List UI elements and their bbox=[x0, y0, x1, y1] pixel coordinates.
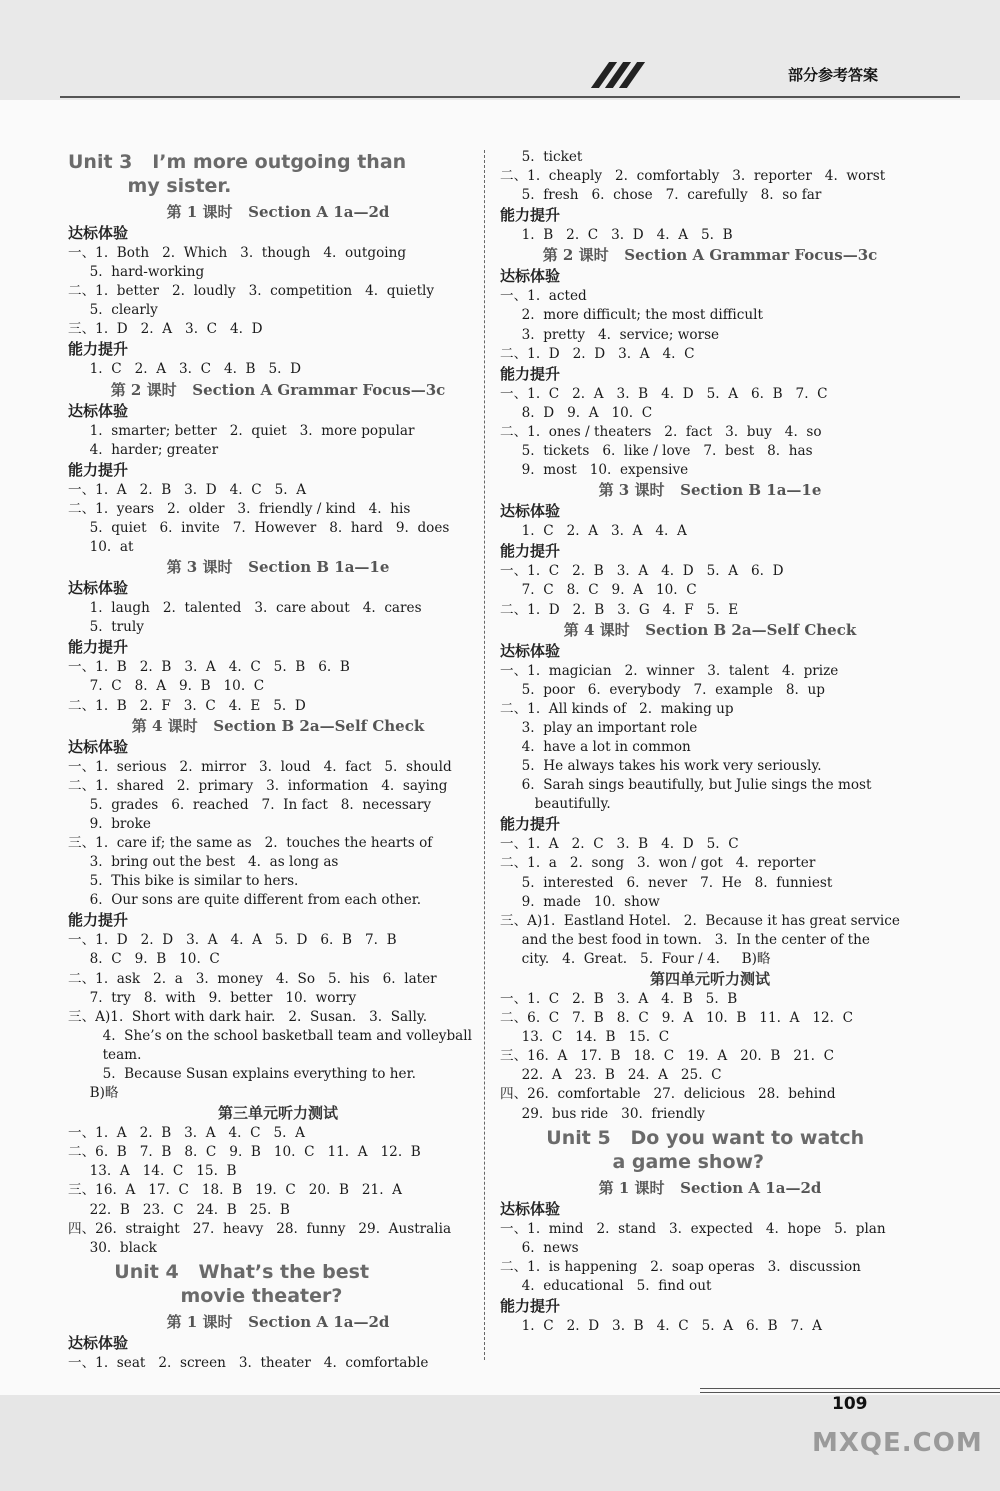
section-label: 能力提升 bbox=[500, 206, 561, 225]
answer-line: 二、1. D 2. B 3. G 4. F 5. E bbox=[500, 601, 739, 618]
section-label: 达标体验 bbox=[500, 1199, 561, 1218]
footer-rule bbox=[700, 1388, 1000, 1389]
answer-line: 5. fresh 6. chose 7. carefully 8. so far bbox=[500, 187, 822, 204]
lesson-heading: 第 3 课时 Section B 1a—1e bbox=[166, 558, 390, 577]
answer-line: and the best food in town. 3. In the center of the bbox=[500, 931, 870, 948]
answer-line: 二、1. ones / theaters 2. fact 3. buy 4. so bbox=[500, 423, 822, 440]
lesson-heading: 第 2 课时 Section A Grammar Focus—3c bbox=[542, 246, 878, 265]
unit-title-line: Unit 3 I’m more outgoing than bbox=[68, 151, 407, 173]
answer-line: 一、1. A 2. B 3. D 4. C 5. A bbox=[68, 481, 307, 498]
answer-line: 29. bus ride 30. friendly bbox=[500, 1105, 705, 1122]
answer-line: 3. pretty 4. service; worse bbox=[500, 326, 720, 343]
answer-line: 13. C 14. B 15. C bbox=[500, 1029, 670, 1046]
answer-line: 9. broke bbox=[68, 815, 151, 832]
answer-line: 三、A)1. Short with dark hair. 2. Susan. 3. Sally. bbox=[68, 1008, 428, 1025]
lesson-heading: 第 1 课时 Section A 1a—2d bbox=[166, 1312, 390, 1331]
answer-line: 二、6. C 7. B 8. C 9. A 10. B 11. A 12. C bbox=[500, 1010, 854, 1027]
site-watermark: MXQE.COM bbox=[812, 1428, 983, 1458]
answer-line: 13. A 14. C 15. B bbox=[68, 1163, 237, 1180]
answer-line: 二、1. B 2. F 3. C 4. E 5. D bbox=[68, 697, 306, 714]
answer-line: 一、1. Both 2. Which 3. though 4. outgoing bbox=[68, 245, 407, 261]
answer-line: 一、1. D 2. D 3. A 4. A 5. D 6. B 7. B bbox=[68, 932, 397, 949]
section-label: 能力提升 bbox=[500, 542, 561, 561]
answer-line: 9. most 10. expensive bbox=[500, 462, 689, 479]
answer-line: 一、1. magician 2. winner 3. talent 4. prize bbox=[500, 662, 839, 679]
answer-line: 2. more difficult; the most difficult bbox=[500, 307, 763, 324]
answer-line: 4. have a lot in common bbox=[500, 738, 691, 755]
unit-title-line: Unit 5 Do you want to watch bbox=[500, 1126, 865, 1149]
section-label: 达标体验 bbox=[500, 641, 561, 660]
answer-line: 5. truly bbox=[68, 619, 144, 636]
answer-line: team. bbox=[68, 1046, 142, 1063]
lesson-heading: 第 1 课时 Section A 1a—2d bbox=[598, 1178, 822, 1197]
answer-line: 4. harder; greater bbox=[68, 441, 219, 458]
lesson-heading: 第 1 课时 Section A 1a—2d bbox=[166, 203, 390, 221]
lesson-heading: 第 4 课时 Section B 2a—Self Check bbox=[563, 620, 857, 639]
answer-line: 三、1. care if; the same as 2. touches the hearts of bbox=[68, 834, 433, 851]
answer-line: 二、1. a 2. song 3. won / got 4. reporter bbox=[500, 855, 816, 872]
answer-line: 3. bring out the best 4. as long as bbox=[68, 854, 339, 871]
lesson-heading: 第 4 课时 Section B 2a—Self Check bbox=[131, 716, 425, 735]
section-label: 能力提升 bbox=[500, 815, 561, 834]
answer-line: 1. C 2. D 3. B 4. C 5. A 6. B 7. A bbox=[500, 1318, 822, 1335]
answer-line: 8. D 9. A 10. C bbox=[500, 404, 653, 421]
section-label: 达标体验 bbox=[500, 267, 561, 286]
answer-line: 5. hard-working bbox=[68, 264, 205, 281]
answer-line: 5. ticket bbox=[500, 149, 583, 165]
page-number: 109 bbox=[832, 1394, 868, 1414]
section-label: 达标体验 bbox=[68, 1333, 129, 1352]
section-label: 能力提升 bbox=[68, 460, 129, 479]
answer-line: 一、1. C 2. A 3. B 4. D 5. A 6. B 7. C bbox=[500, 385, 828, 402]
unit-title-line: movie theater? bbox=[68, 1284, 343, 1307]
header-band bbox=[0, 0, 1000, 100]
answer-line: 一、1. serious 2. mirror 3. loud 4. fact 5. should bbox=[68, 758, 452, 775]
unit-title-line: a game show? bbox=[500, 1150, 765, 1173]
answer-line: 1. smarter; better 2. quiet 3. more popular bbox=[68, 422, 415, 439]
unit-title bbox=[500, 1126, 920, 1174]
answer-line: 6. news bbox=[500, 1239, 579, 1256]
footer-rule bbox=[700, 1392, 1000, 1393]
section-label: 达标体验 bbox=[68, 737, 129, 756]
answer-line: 一、1. seat 2. screen 3. theater 4. comfortable bbox=[68, 1354, 429, 1371]
answer-line: 5. clearly bbox=[68, 302, 158, 319]
answer-line: 22. B 23. C 24. B 25. B bbox=[68, 1201, 290, 1218]
answer-line: 一、1. C 2. B 3. A 4. D 5. A 6. D bbox=[500, 563, 784, 580]
header-title: 部分参考答案 bbox=[788, 66, 879, 84]
answer-line: 四、26. comfortable 27. delicious 28. behind bbox=[500, 1086, 836, 1103]
answer-line: 二、1. cheaply 2. comfortably 3. reporter 4. worst bbox=[500, 168, 886, 185]
answer-line: 1. C 2. A 3. C 4. B 5. D bbox=[68, 361, 302, 378]
answer-line: 30. black bbox=[68, 1239, 157, 1256]
answer-line: 二、1. shared 2. primary 3. information 4. saying bbox=[68, 777, 448, 794]
answer-line: beautifully. bbox=[500, 796, 611, 813]
answer-line: 二、1. D 2. D 3. A 4. C bbox=[500, 345, 695, 362]
lesson-heading: 第 3 课时 Section B 1a—1e bbox=[598, 481, 822, 500]
answer-line: 三、1. D 2. A 3. C 4. D bbox=[68, 321, 263, 338]
section-label: 能力提升 bbox=[68, 638, 129, 657]
answer-line: 10. at bbox=[68, 539, 134, 556]
answer-line: 三、A)1. Eastland Hotel. 2. Because it has great service bbox=[500, 912, 900, 929]
answer-line: 3. play an important role bbox=[500, 719, 698, 736]
answer-line: 1. C 2. A 3. A 4. A bbox=[500, 523, 687, 540]
answer-line: 三、16. A 17. C 18. B 19. C 20. B 21. A bbox=[68, 1182, 402, 1199]
answer-line: 5. quiet 6. invite 7. However 8. hard 9. does bbox=[68, 519, 450, 536]
answer-line: 1. B 2. C 3. D 4. A 5. B bbox=[500, 227, 733, 244]
unit-title bbox=[68, 150, 488, 198]
answer-line: 5. This bike is similar to hers. bbox=[68, 873, 299, 890]
answer-line: 二、1. All kinds of 2. making up bbox=[500, 700, 734, 717]
answer-line: 一、1. A 2. B 3. A 4. C 5. A bbox=[68, 1125, 305, 1142]
left-column bbox=[68, 148, 488, 1373]
section-label: 能力提升 bbox=[68, 340, 129, 359]
answer-line: 一、1. B 2. B 3. A 4. C 5. B 6. B bbox=[68, 659, 350, 676]
answer-line: 一、1. C 2. B 3. A 4. B 5. B bbox=[500, 991, 738, 1007]
answer-line: 7. try 8. with 9. better 10. worry bbox=[68, 989, 357, 1006]
answer-line: 7. C 8. C 9. A 10. C bbox=[500, 582, 697, 599]
answer-line: 二、1. ask 2. a 3. money 4. So 5. his 6. later bbox=[68, 970, 437, 987]
answer-line: 5. tickets 6. like / love 7. best 8. has bbox=[500, 443, 813, 460]
answer-line: 二、1. is happening 2. soap operas 3. discussion bbox=[500, 1258, 861, 1275]
answer-line: 二、6. B 7. B 8. C 9. B 10. C 11. A 12. B bbox=[68, 1144, 421, 1161]
answer-line: 一、1. acted bbox=[500, 288, 587, 305]
unit-title-line: my sister. bbox=[68, 175, 232, 197]
answer-line: 4. educational 5. find out bbox=[500, 1277, 712, 1294]
header-rule bbox=[60, 96, 960, 98]
answer-line: 一、1. mind 2. stand 3. expected 4. hope 5. plan bbox=[500, 1220, 886, 1237]
section-label: 能力提升 bbox=[500, 364, 561, 383]
answer-line: 三、16. A 17. B 18. C 19. A 20. B 21. C bbox=[500, 1048, 834, 1065]
right-column bbox=[500, 148, 920, 1336]
lesson-heading: 第 2 课时 Section A Grammar Focus—3c bbox=[110, 380, 446, 399]
section-label: 达标体验 bbox=[68, 224, 129, 242]
answer-line: 7. C 8. A 9. B 10. C bbox=[68, 678, 265, 695]
answer-line: 5. Because Susan explains everything to her. bbox=[68, 1066, 416, 1082]
unit-title bbox=[68, 1260, 488, 1308]
column-divider bbox=[484, 150, 485, 1360]
section-label: 达标体验 bbox=[68, 579, 129, 598]
answer-line: 6. Our sons are quite different from each other. bbox=[68, 892, 422, 909]
answer-line: 5. interested 6. never 7. He 8. funniest bbox=[500, 874, 833, 891]
answer-line: 二、1. years 2. older 3. friendly / kind 4. his bbox=[68, 500, 411, 517]
answer-line: city. 4. Great. 5. Four / 4. B)略 bbox=[500, 950, 771, 967]
answer-line: 四、26. straight 27. heavy 28. funny 29. Australia bbox=[68, 1220, 452, 1237]
answer-line: 5. poor 6. everybody 7. example 8. up bbox=[500, 681, 825, 698]
section-label: 能力提升 bbox=[68, 911, 129, 930]
answer-line: 6. Sarah sings beautifully, but Julie sings the most bbox=[500, 777, 872, 794]
answer-line: 1. laugh 2. talented 3. care about 4. cares bbox=[68, 600, 422, 617]
answer-line: 二、1. better 2. loudly 3. competition 4. quietly bbox=[68, 283, 435, 300]
answer-line: 4. She’s on the school basketball team and volleyball bbox=[68, 1027, 472, 1044]
answer-line: 5. He always takes his work very seriously. bbox=[500, 758, 822, 775]
section-label: 能力提升 bbox=[500, 1297, 561, 1316]
listening-test-heading: 第四单元听力测试 bbox=[649, 970, 770, 988]
answer-line: B)略 bbox=[68, 1085, 119, 1102]
answer-line: 8. C 9. B 10. C bbox=[68, 951, 220, 968]
section-label: 达标体验 bbox=[68, 401, 129, 420]
answer-line: 5. grades 6. reached 7. In fact 8. necessary bbox=[68, 796, 432, 813]
listening-test-heading: 第三单元听力测试 bbox=[217, 1104, 338, 1123]
section-label: 达标体验 bbox=[500, 502, 561, 521]
answer-line: 22. A 23. B 24. A 25. C bbox=[500, 1067, 722, 1084]
answer-line: 一、1. A 2. C 3. B 4. D 5. C bbox=[500, 836, 739, 853]
answer-line: 9. made 10. show bbox=[500, 893, 660, 910]
unit-title-line: Unit 4 What’s the best bbox=[68, 1260, 370, 1283]
